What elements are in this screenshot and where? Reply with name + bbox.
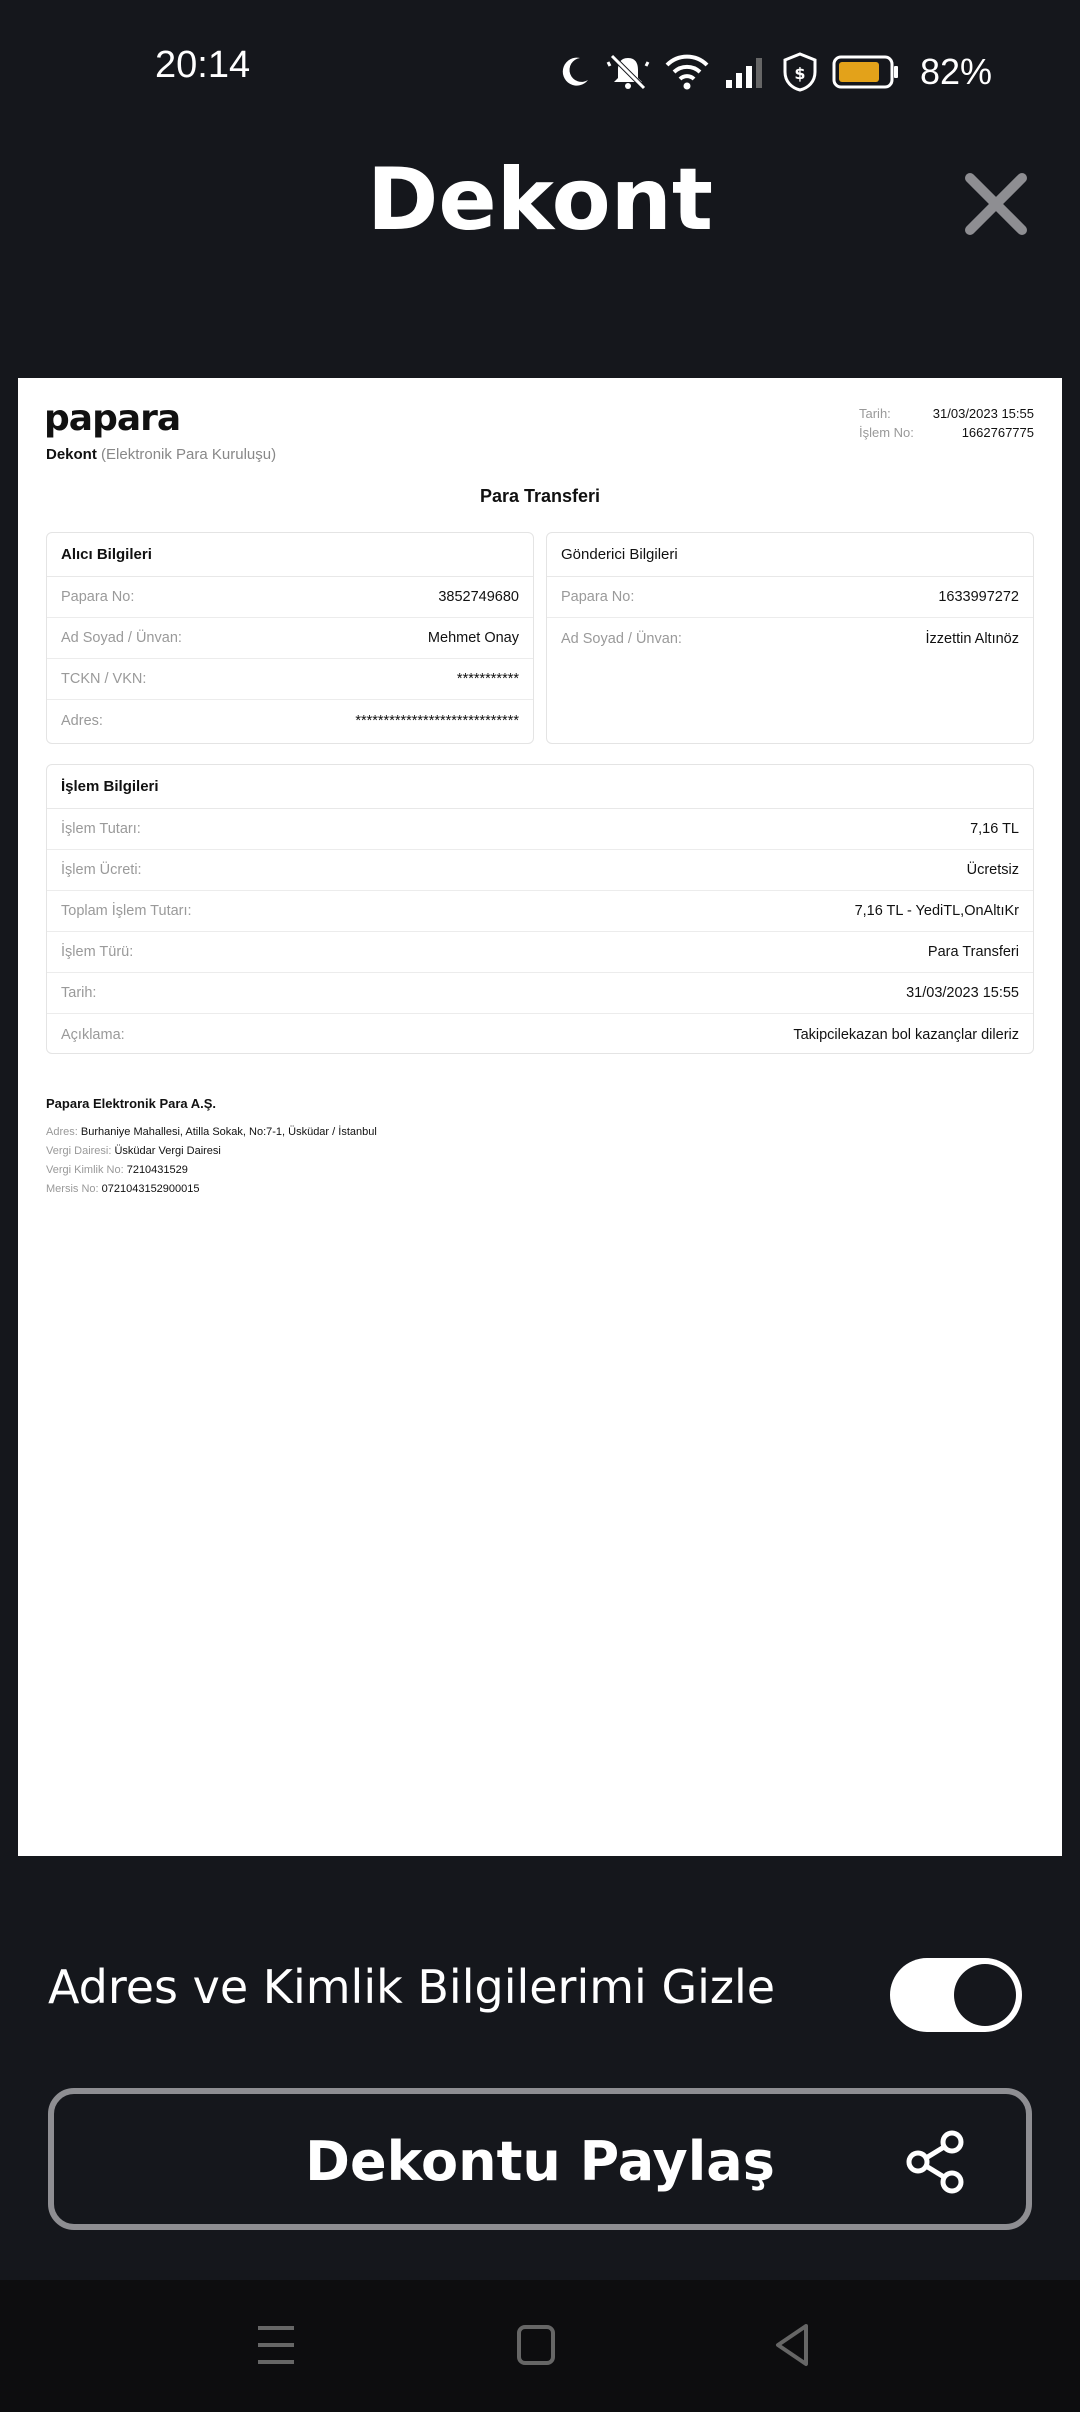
company-info bbox=[46, 1094, 377, 1199]
recipient-row bbox=[47, 659, 533, 700]
row-value: Ücretsiz bbox=[966, 862, 1019, 878]
row-key: Ad Soyad / Ünvan: bbox=[561, 630, 682, 647]
company-key: Vergi Dairesi: bbox=[46, 1145, 112, 1157]
mute-bell-icon bbox=[606, 52, 650, 92]
row-key: Ad Soyad / Ünvan: bbox=[61, 630, 182, 646]
receipt-meta bbox=[859, 404, 1034, 442]
system-nav-bar bbox=[0, 2280, 1080, 2412]
row-key: TCKN / VKN: bbox=[61, 671, 147, 687]
row-key: Tarih: bbox=[61, 985, 97, 1001]
company-value: Burhaniye Mahallesi, Atilla Sokak, No:7-1, Üsküdar / İstanbul bbox=[80, 1126, 377, 1138]
meta-row-date bbox=[859, 404, 1034, 423]
company-value: 0721043152900015 bbox=[101, 1183, 200, 1195]
receipt-title: Para Transferi bbox=[479, 486, 601, 506]
doc-label-main: Dekont bbox=[46, 446, 97, 463]
papara-logo: papara bbox=[44, 398, 181, 439]
transaction-row bbox=[47, 850, 1033, 891]
row-key: Açıklama: bbox=[61, 1026, 125, 1043]
close-button[interactable] bbox=[960, 168, 1032, 240]
share-button-label: Dekontu Paylaş bbox=[305, 2130, 775, 2193]
sender-row bbox=[547, 618, 1033, 659]
company-key: Adres: bbox=[46, 1126, 78, 1138]
row-value: Para Transferi bbox=[927, 944, 1019, 960]
row-value: 1633997272 bbox=[938, 589, 1019, 605]
battery-percentage: 82% bbox=[919, 51, 992, 92]
toggle-knob bbox=[954, 1964, 1016, 2026]
company-line bbox=[46, 1161, 377, 1180]
back-button[interactable] bbox=[772, 2320, 812, 2374]
row-value: İzzettin Altınöz bbox=[925, 630, 1019, 647]
hide-info-toggle[interactable] bbox=[890, 1958, 1022, 2032]
home-icon bbox=[516, 2320, 556, 2370]
transaction-row bbox=[47, 932, 1033, 973]
recipient-row bbox=[47, 577, 533, 618]
receipt-document bbox=[18, 378, 1062, 1856]
row-key: Toplam İşlem Tutarı: bbox=[61, 903, 192, 919]
company-line bbox=[46, 1142, 377, 1161]
recipient-panel bbox=[46, 532, 534, 744]
row-value: 3852749680 bbox=[438, 589, 519, 605]
row-key: İşlem Ücreti: bbox=[61, 862, 142, 878]
transaction-row bbox=[47, 1014, 1033, 1055]
recipient-row bbox=[47, 618, 533, 659]
recipient-heading: Alıcı Bilgileri bbox=[47, 533, 533, 577]
doc-label-sub: (Elektronik Para Kuruluşu) bbox=[101, 446, 277, 463]
home-button[interactable] bbox=[516, 2320, 556, 2374]
close-icon bbox=[960, 168, 1032, 240]
doc-label bbox=[46, 446, 276, 463]
shield-icon bbox=[782, 52, 818, 92]
company-line bbox=[46, 1180, 377, 1199]
row-value: 7,16 TL bbox=[970, 821, 1019, 837]
transaction-row bbox=[47, 891, 1033, 932]
company-value: 7210431529 bbox=[126, 1164, 188, 1176]
company-name: Papara Elektronik Para A.Ş. bbox=[46, 1096, 217, 1111]
back-icon bbox=[772, 2320, 812, 2370]
company-key: Vergi Kimlik No: bbox=[46, 1164, 124, 1176]
meta-row-transaction-no bbox=[859, 423, 1034, 442]
status-bar bbox=[0, 0, 1080, 145]
transaction-heading: İşlem Bilgileri bbox=[47, 765, 1033, 809]
wifi-icon bbox=[664, 53, 710, 91]
row-value: *********** bbox=[456, 671, 519, 687]
row-value: 7,16 TL - YediTL,OnAltıKr bbox=[854, 903, 1019, 919]
recipient-row bbox=[47, 700, 533, 741]
sender-panel bbox=[546, 532, 1034, 744]
transaction-panel bbox=[46, 764, 1034, 1054]
status-time: 20:14 bbox=[155, 44, 251, 86]
row-key: İşlem Türü: bbox=[61, 944, 134, 960]
status-icons bbox=[556, 48, 992, 96]
row-value: 31/03/2023 15:55 bbox=[906, 985, 1019, 1001]
meta-value: 1662767775 bbox=[961, 425, 1034, 440]
row-key: Papara No: bbox=[61, 589, 135, 605]
company-line bbox=[46, 1123, 377, 1142]
meta-key: Tarih: bbox=[859, 406, 891, 421]
signal-icon bbox=[724, 54, 768, 90]
row-key: Papara No: bbox=[561, 589, 635, 605]
transaction-row bbox=[47, 973, 1033, 1014]
row-value: ***************************** bbox=[355, 712, 519, 729]
row-key: Adres: bbox=[61, 712, 103, 729]
menu-icon bbox=[256, 2320, 296, 2370]
sender-heading: Gönderici Bilgileri bbox=[547, 533, 1033, 577]
share-receipt-button[interactable] bbox=[48, 2088, 1032, 2230]
svg-text:$: $ bbox=[794, 64, 806, 83]
moon-icon bbox=[556, 54, 592, 90]
battery-icon bbox=[832, 54, 900, 90]
row-key: İşlem Tutarı: bbox=[61, 821, 141, 837]
meta-value: 31/03/2023 15:55 bbox=[932, 406, 1034, 421]
menu-button[interactable] bbox=[256, 2320, 296, 2374]
company-key: Mersis No: bbox=[46, 1183, 99, 1195]
transaction-row bbox=[47, 809, 1033, 850]
meta-key: İşlem No: bbox=[859, 425, 914, 440]
hide-info-label: Adres ve Kimlik Bilgilerimi Gizle bbox=[48, 1960, 776, 2014]
row-value: Mehmet Onay bbox=[427, 630, 519, 646]
company-value: Üsküdar Vergi Dairesi bbox=[114, 1145, 221, 1157]
sender-row bbox=[547, 577, 1033, 618]
row-value: Takipcilekazan bol kazançlar dileriz bbox=[793, 1026, 1019, 1043]
page-title: Dekont bbox=[366, 150, 713, 250]
share-icon bbox=[904, 2130, 968, 2198]
